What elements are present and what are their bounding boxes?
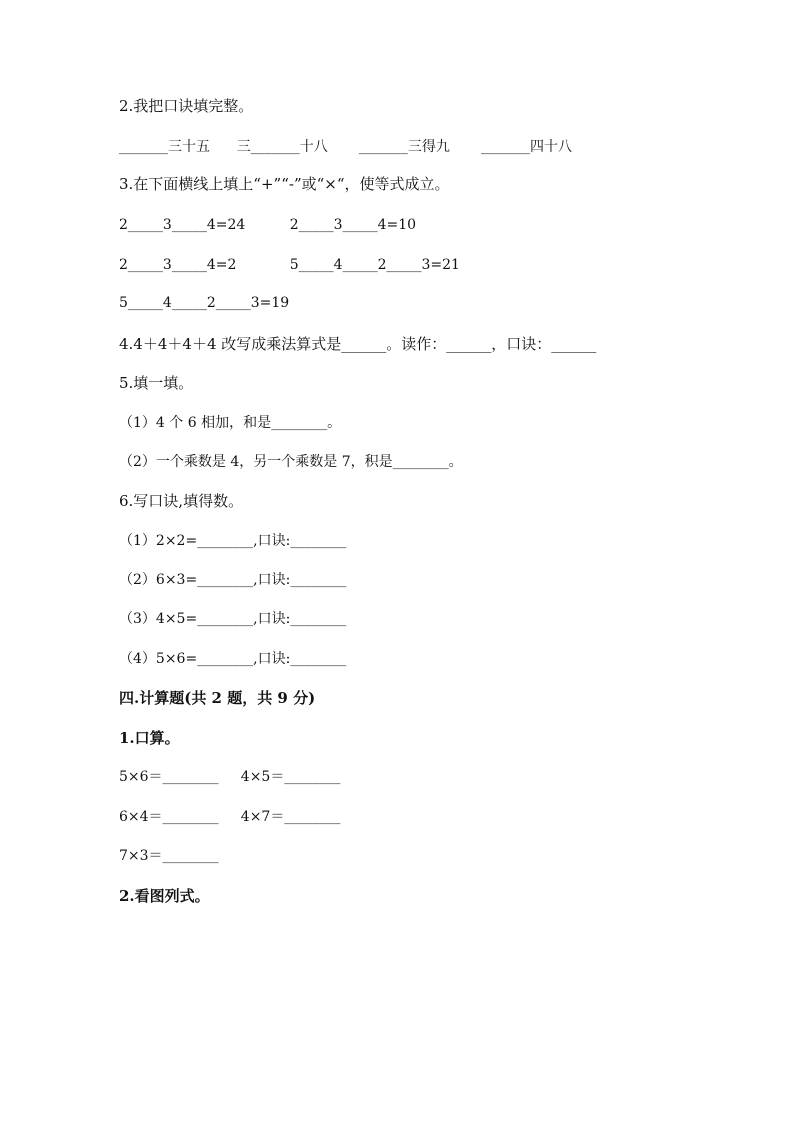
q3-equation-row-2: 2_____3_____4=2 5_____4_____2_____3=21 xyxy=(119,257,460,273)
q2-fill-row: _______三十五 三_______十八 _______三得九 _______四十八 xyxy=(119,139,573,155)
q6-item-2: （2）6×3=________,口诀:________ xyxy=(119,572,347,588)
section-4-title: 四.计算题(共 2 题，共 9 分) xyxy=(119,689,316,707)
q2-title: 2.我把口诀填完整。 xyxy=(119,97,254,115)
q4-text: 4.4＋4＋4＋4 改写成乘法算式是______。读作：______，口诀：______ xyxy=(119,335,597,353)
q3-title: 3.在下面横线上填上“+”“-”或“×“，使等式成立。 xyxy=(119,175,450,193)
q3-equation-row-3: 5_____4_____2_____3=19 xyxy=(119,295,290,311)
calc-row-1: 5×6＝________ 4×5＝________ xyxy=(119,769,341,785)
q3-equation-row-1: 2_____3_____4=24 2_____3_____4=10 xyxy=(119,217,417,233)
q6-item-3: （3）4×5=________,口诀:________ xyxy=(119,611,347,627)
q6-item-4: （4）5×6=________,口诀:________ xyxy=(119,651,347,667)
q6-title: 6.写口诀,填得数。 xyxy=(119,492,244,510)
section-4-q1-title: 1.口算。 xyxy=(119,729,180,747)
calc-row-3: 7×3＝________ xyxy=(119,848,219,864)
q5-title: 5.填一填。 xyxy=(119,374,194,392)
calc-row-2: 6×4＝________ 4×7＝________ xyxy=(119,809,341,825)
q5-item-2: （2）一个乘数是 4，另一个乘数是 7，积是________。 xyxy=(119,454,463,470)
q5-item-1: （1）4 个 6 相加，和是________。 xyxy=(119,415,342,431)
section-4-q2-title: 2.看图列式。 xyxy=(119,887,210,905)
q6-item-1: （1）2×2=________,口诀:________ xyxy=(119,533,347,549)
